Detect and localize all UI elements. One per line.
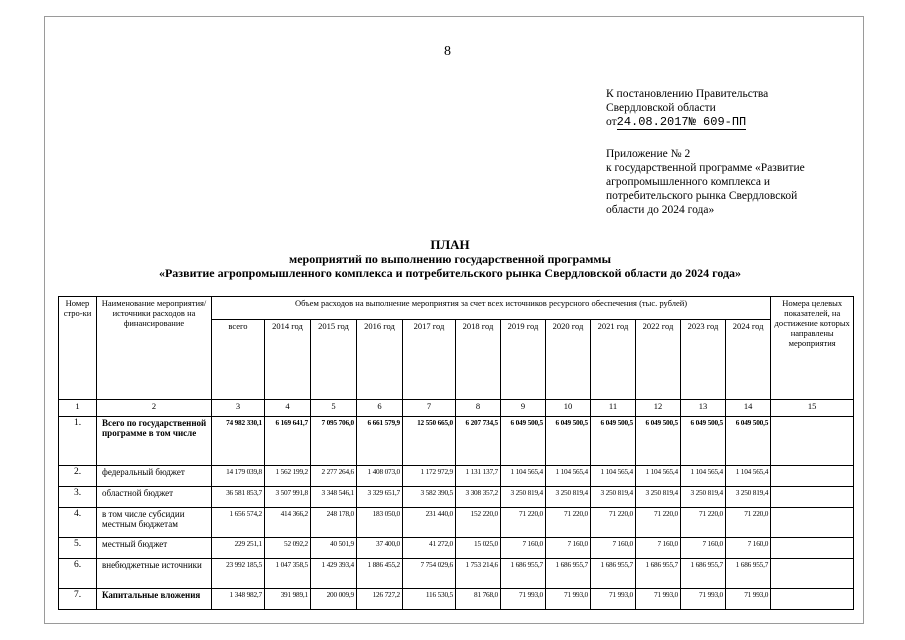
- row-year-value: 6 049 500,5: [636, 417, 681, 466]
- header-year: 2021 год: [591, 320, 636, 400]
- column-number-row: [59, 400, 854, 417]
- appendix-line-1: Приложение № 2: [606, 148, 691, 160]
- row-number: 1.: [59, 417, 97, 466]
- table-row: [59, 487, 854, 508]
- row-name: федеральный бюджет: [97, 466, 212, 487]
- decree-line-2: Свердловской области: [606, 102, 716, 114]
- appendix-line-3: агропромышленного комплекса и: [606, 176, 771, 188]
- row-indicators: [771, 508, 854, 538]
- row-year-value: 3 250 819,4: [636, 487, 681, 508]
- row-number: 7.: [59, 589, 97, 610]
- header-row-number: Номер стро-ки: [59, 297, 97, 400]
- row-year-value: 71 993,0: [591, 589, 636, 610]
- row-year-value: 1 886 455,2: [357, 559, 403, 589]
- row-year-value: 6 661 579,9: [357, 417, 403, 466]
- table-row: [59, 559, 854, 589]
- row-year-value: 3 308 357,2: [456, 487, 501, 508]
- table-header-row-1: [59, 297, 854, 320]
- row-year-value: 15 025,0: [456, 538, 501, 559]
- row-year-value: 200 009,9: [311, 589, 357, 610]
- row-year-value: 41 272,0: [403, 538, 456, 559]
- title-subtitle: мероприятий по выполнению государственной программы: [289, 252, 611, 266]
- column-number: 8: [456, 400, 501, 417]
- document-title: [50, 238, 850, 280]
- row-year-value: 3 582 390,5: [403, 487, 456, 508]
- title-program: «Развитие агропромышленного комплекса и потребительского рынка Свердловской области до 2024 года»: [158, 266, 742, 280]
- row-year-value: 71 993,0: [501, 589, 546, 610]
- row-year-value: 71 993,0: [681, 589, 726, 610]
- row-year-value: 1 047 358,5: [265, 559, 311, 589]
- row-year-value: 1 686 955,7: [726, 559, 771, 589]
- column-number: 7: [403, 400, 456, 417]
- row-year-value: 6 049 500,5: [681, 417, 726, 466]
- row-year-value: 6 049 500,5: [546, 417, 591, 466]
- row-year-value: 71 220,0: [546, 508, 591, 538]
- row-indicators: [771, 417, 854, 466]
- table-row: [59, 538, 854, 559]
- row-year-value: 71 220,0: [681, 508, 726, 538]
- row-year-value: 3 507 991,8: [265, 487, 311, 508]
- header-year: 2024 год: [726, 320, 771, 400]
- row-year-value: 3 348 546,1: [311, 487, 357, 508]
- row-indicators: [771, 487, 854, 508]
- row-year-value: 3 250 819,4: [501, 487, 546, 508]
- row-year-value: 1 686 955,7: [501, 559, 546, 589]
- header-year: 2023 год: [681, 320, 726, 400]
- table-row: [59, 466, 854, 487]
- header-year: 2019 год: [501, 320, 546, 400]
- column-number: 12: [636, 400, 681, 417]
- column-number: 9: [501, 400, 546, 417]
- row-year-value: 1 104 565,4: [546, 466, 591, 487]
- row-year-value: 152 220,0: [456, 508, 501, 538]
- row-year-value: 7 160,0: [546, 538, 591, 559]
- header-expenses: Объем расходов на выполнение мероприятия за счет всех источников ресурсного обеспечения (тыс. рублей): [212, 297, 771, 320]
- column-number: 13: [681, 400, 726, 417]
- row-year-value: 1 104 565,4: [726, 466, 771, 487]
- plan-table: [58, 296, 854, 610]
- header-name: Наименование мероприятия/ источники расходов на финансирование: [97, 297, 212, 400]
- decree-prefix: от: [606, 116, 617, 128]
- column-number: 11: [591, 400, 636, 417]
- title-plan: ПЛАН: [430, 237, 470, 252]
- row-year-value: 71 993,0: [546, 589, 591, 610]
- column-number: 15: [771, 400, 854, 417]
- row-number: 5.: [59, 538, 97, 559]
- row-indicators: [771, 538, 854, 559]
- row-year-value: 71 220,0: [636, 508, 681, 538]
- row-year-value: 391 989,1: [265, 589, 311, 610]
- row-year-value: 126 727,2: [357, 589, 403, 610]
- row-year-value: 231 440,0: [403, 508, 456, 538]
- appendix-reference: [606, 147, 846, 217]
- row-year-value: 7 160,0: [681, 538, 726, 559]
- row-total-value: 229 251,1: [212, 538, 265, 559]
- row-year-value: 71 220,0: [501, 508, 546, 538]
- decree-reference: [606, 87, 768, 129]
- row-year-value: 7 160,0: [591, 538, 636, 559]
- row-year-value: 1 429 393,4: [311, 559, 357, 589]
- row-year-value: 7 160,0: [501, 538, 546, 559]
- row-total-value: 36 581 853,7: [212, 487, 265, 508]
- row-name: областной бюджет: [97, 487, 212, 508]
- row-indicators: [771, 559, 854, 589]
- row-total-value: 23 992 185,5: [212, 559, 265, 589]
- row-year-value: 183 050,0: [357, 508, 403, 538]
- row-year-value: 1 686 955,7: [681, 559, 726, 589]
- row-year-value: 248 178,0: [311, 508, 357, 538]
- row-name: внебюджетные источники: [97, 559, 212, 589]
- row-year-value: 6 049 500,5: [726, 417, 771, 466]
- row-number: 6.: [59, 559, 97, 589]
- row-year-value: 1 172 972,9: [403, 466, 456, 487]
- decree-date-number: 24.08.2017№ 609-ПП: [616, 115, 747, 129]
- header-year: 2022 год: [636, 320, 681, 400]
- row-year-value: 3 250 819,4: [681, 487, 726, 508]
- row-year-value: 7 160,0: [636, 538, 681, 559]
- row-year-value: 1 686 955,7: [636, 559, 681, 589]
- header-year: 2017 год: [403, 320, 456, 400]
- row-year-value: 1 753 214,6: [456, 559, 501, 589]
- row-year-value: 81 768,0: [456, 589, 501, 610]
- header-year: 2016 год: [357, 320, 403, 400]
- column-number: 6: [357, 400, 403, 417]
- row-year-value: 37 400,0: [357, 538, 403, 559]
- row-total-value: 14 179 039,8: [212, 466, 265, 487]
- column-number: 4: [265, 400, 311, 417]
- row-year-value: 1 131 137,7: [456, 466, 501, 487]
- appendix-line-2: к государственной программе «Развитие: [606, 162, 805, 174]
- row-year-value: 6 049 500,5: [591, 417, 636, 466]
- row-year-value: 71 220,0: [591, 508, 636, 538]
- row-indicators: [771, 466, 854, 487]
- row-year-value: 1 686 955,7: [591, 559, 636, 589]
- row-year-value: 12 550 665,0: [403, 417, 456, 466]
- row-year-value: 116 530,5: [403, 589, 456, 610]
- row-year-value: 1 104 565,4: [501, 466, 546, 487]
- column-number: 10: [546, 400, 591, 417]
- row-year-value: 2 277 264,6: [311, 466, 357, 487]
- row-year-value: 3 250 819,4: [591, 487, 636, 508]
- row-year-value: 40 501,9: [311, 538, 357, 559]
- appendix-line-5: области до 2024 года»: [606, 204, 715, 216]
- row-year-value: 3 329 651,7: [357, 487, 403, 508]
- header-year: 2015 год: [311, 320, 357, 400]
- row-year-value: 1 686 955,7: [546, 559, 591, 589]
- header-indicators: Номера целевых показателей, на достижение которых направлены мероприятия: [771, 297, 854, 400]
- decree-line-1: К постановлению Правительства: [606, 88, 769, 100]
- column-number: 3: [212, 400, 265, 417]
- row-number: 3.: [59, 487, 97, 508]
- row-indicators: [771, 589, 854, 610]
- table-row: [59, 417, 854, 466]
- table-row: [59, 589, 854, 610]
- row-year-value: 3 250 819,4: [726, 487, 771, 508]
- table-row: [59, 508, 854, 538]
- row-year-value: 6 169 641,7: [265, 417, 311, 466]
- row-year-value: 3 250 819,4: [546, 487, 591, 508]
- column-number: 5: [311, 400, 357, 417]
- row-total-value: 1 656 574,2: [212, 508, 265, 538]
- row-year-value: 1 562 199,2: [265, 466, 311, 487]
- page-number: 8: [444, 44, 451, 59]
- row-name: Капитальные вложения: [97, 589, 212, 610]
- row-year-value: 1 104 565,4: [591, 466, 636, 487]
- row-total-value: 1 348 982,7: [212, 589, 265, 610]
- decree-date-line: [606, 115, 768, 129]
- header-year: 2014 год: [265, 320, 311, 400]
- row-year-value: 71 993,0: [636, 589, 681, 610]
- column-number: 14: [726, 400, 771, 417]
- row-year-value: 52 092,2: [265, 538, 311, 559]
- column-number: 1: [59, 400, 97, 417]
- row-year-value: 7 754 029,6: [403, 559, 456, 589]
- row-year-value: 7 160,0: [726, 538, 771, 559]
- column-number: 2: [97, 400, 212, 417]
- appendix-line-4: потребительского рынка Свердловской: [606, 190, 798, 202]
- row-number: 4.: [59, 508, 97, 538]
- row-year-value: 1 104 565,4: [636, 466, 681, 487]
- row-name: в том числе субсидии местным бюджетам: [97, 508, 212, 538]
- row-name: местный бюджет: [97, 538, 212, 559]
- row-total-value: 74 982 330,1: [212, 417, 265, 466]
- header-year: 2018 год: [456, 320, 501, 400]
- row-number: 2.: [59, 466, 97, 487]
- header-year: 2020 год: [546, 320, 591, 400]
- row-year-value: 1 104 565,4: [681, 466, 726, 487]
- row-year-value: 414 366,2: [265, 508, 311, 538]
- row-name: Всего по государственной программе в том числе: [97, 417, 212, 466]
- row-year-value: 71 220,0: [726, 508, 771, 538]
- row-year-value: 6 207 734,5: [456, 417, 501, 466]
- row-year-value: 6 049 500,5: [501, 417, 546, 466]
- header-total: всего: [212, 320, 265, 400]
- row-year-value: 1 408 073,0: [357, 466, 403, 487]
- row-year-value: 71 993,0: [726, 589, 771, 610]
- row-year-value: 7 095 706,0: [311, 417, 357, 466]
